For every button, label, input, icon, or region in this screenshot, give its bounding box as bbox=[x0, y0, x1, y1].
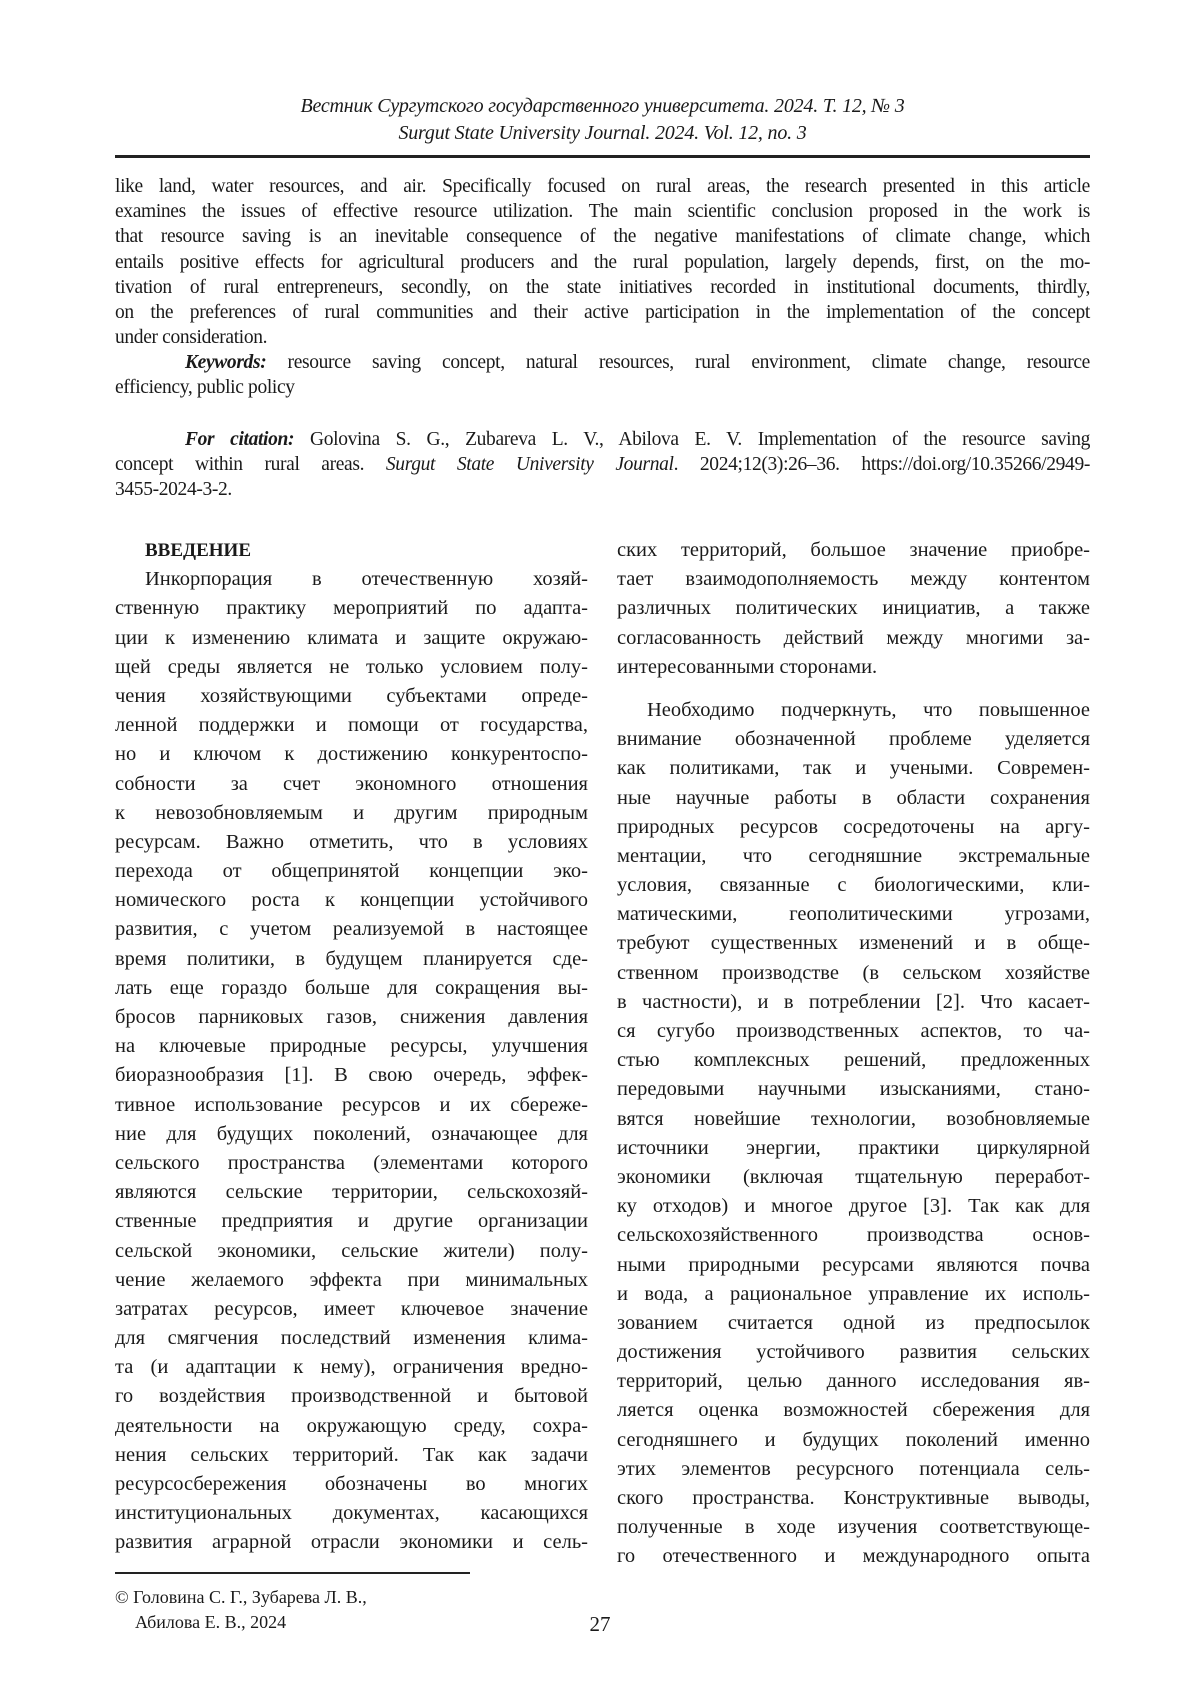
citation bbox=[115, 427, 1090, 503]
paragraph-line: зованием считается одной из предпосылок bbox=[617, 1309, 1090, 1338]
footnote-rule bbox=[115, 1572, 470, 1574]
paragraph-line: биоразнообразия [1]. В свою очередь, эффек- bbox=[115, 1061, 588, 1090]
paragraph-line: собности за счет экономного отношения bbox=[115, 770, 588, 799]
paragraph-line: и вода, а рациональное управление их исполь- bbox=[617, 1280, 1090, 1309]
paragraph-line: бросов парниковых газов, снижения давления bbox=[115, 1003, 588, 1032]
paragraph-line: как политиками, так и учеными. Современ- bbox=[617, 754, 1090, 783]
keywords bbox=[115, 350, 1090, 400]
keywords-text-cont: efficiency, public policy bbox=[115, 375, 1090, 400]
journal-header-ru: Вестник Сургутского государственного университета. 2024. Т. 12, № 3 bbox=[115, 95, 1090, 118]
paragraph-line: го воздействия производственной и бытовой bbox=[115, 1382, 588, 1411]
abstract-line: examines the issues of effective resource utilization. The main scientific conclusion proposed in the work is bbox=[115, 199, 1090, 224]
paragraph-line: ляется оценка возможностей сбережения для bbox=[617, 1396, 1090, 1425]
paragraph-line: требуют существенных изменений и в обще- bbox=[617, 929, 1090, 958]
paragraph-line: тает взаимодополняемость между контентом bbox=[617, 565, 1090, 594]
citation-text: Golovina S. G., Zubareva L. V., Abilova E. V. Implementation of the resource saving bbox=[294, 429, 1090, 450]
paragraph-line: институциональных документах, касающихся bbox=[115, 1499, 588, 1528]
right-column bbox=[617, 536, 1090, 1572]
paragraph-line: в частности), и в потреблении [2]. Что касает- bbox=[617, 988, 1090, 1017]
paragraph-line: интересованными сторонами. bbox=[617, 653, 1090, 682]
paragraph-line: ресурсосбережения обозначены во многих bbox=[115, 1470, 588, 1499]
left-column bbox=[115, 536, 588, 1558]
paragraph-line: ственные предприятия и другие организации bbox=[115, 1207, 588, 1236]
abstract-line: tivation of rural entrepreneurs, secondly, on the state initiatives recorded in institutional documents, thirdly, bbox=[115, 275, 1090, 300]
paragraph-line: вятся новейшие технологии, возобновляемые bbox=[617, 1105, 1090, 1134]
paragraph-line: достижения устойчивого развития сельских bbox=[617, 1338, 1090, 1367]
paragraph-line: та (и адаптации к нему), ограничения вредно- bbox=[115, 1353, 588, 1382]
paragraph-line: ских территорий, большое значение приобре- bbox=[617, 536, 1090, 565]
paragraph-line: но и ключом к достижению конкурентоспо- bbox=[115, 740, 588, 769]
paragraph-line: перехода от общепринятой концепции эко- bbox=[115, 857, 588, 886]
paragraph-line: ные научные работы в области сохранения bbox=[617, 784, 1090, 813]
footnote-line: Абилова Е. В., 2024 bbox=[115, 1610, 367, 1635]
page-number: 27 bbox=[0, 1612, 1200, 1637]
keywords-text: resource saving concept, natural resources, rural environment, climate change, resource bbox=[266, 352, 1090, 373]
paragraph-line: деятельности на окружающую среду, сохра- bbox=[115, 1412, 588, 1441]
paragraph-line: время политики, в будущем планируется сде- bbox=[115, 945, 588, 974]
paragraph-line: чения хозяйствующими субъектами опреде- bbox=[115, 682, 588, 711]
paragraph-line: территорий, целью данного исследования яв- bbox=[617, 1367, 1090, 1396]
paragraph-line: сельской экономики, сельские жители) полу- bbox=[115, 1237, 588, 1266]
footnote-line: © Головина С. Г., Зубарева Л. В., bbox=[115, 1585, 367, 1610]
abstract-line: on the preferences of rural communities and their active participation in the implementation of the concept bbox=[115, 300, 1090, 325]
paragraph-line: развития аграрной отрасли экономики и сель- bbox=[115, 1528, 588, 1557]
paragraph-line: ние для будущих поколений, означающее для bbox=[115, 1120, 588, 1149]
paragraph-line: ственную практику мероприятий по адапта- bbox=[115, 594, 588, 623]
paragraph-line: к невозобновляемым и другим природным bbox=[115, 799, 588, 828]
journal-header-en: Surgut State University Journal. 2024. Vol. 12, no. 3 bbox=[115, 122, 1090, 145]
abstract-line: like land, water resources, and air. Specifically focused on rural areas, the research presented in this article bbox=[115, 174, 1090, 199]
paragraph-line: затратах ресурсов, имеет ключевое значение bbox=[115, 1295, 588, 1324]
paragraph-line: сельского пространства (элементами которого bbox=[115, 1149, 588, 1178]
paragraph-line: условия, связанные с биологическими, кли- bbox=[617, 871, 1090, 900]
paragraph-line: на ключевые природные ресурсы, улучшения bbox=[115, 1032, 588, 1061]
paragraph-line: источники энергии, практики циркулярной bbox=[617, 1134, 1090, 1163]
paragraph-line: развития, с учетом реализуемой в настоящее bbox=[115, 915, 588, 944]
paragraph-line: нения сельских территорий. Так как задачи bbox=[115, 1441, 588, 1470]
paragraph-line: экономики (включая тщательную переработ- bbox=[617, 1163, 1090, 1192]
paragraph-line: тивное использование ресурсов и их сбереже- bbox=[115, 1091, 588, 1120]
paragraph-line: различных политических инициатив, а также bbox=[617, 594, 1090, 623]
keywords-label: Keywords: bbox=[185, 352, 266, 373]
citation-doi[interactable]: . 2024;12(3):26–36. https://doi.org/10.35266/2949- bbox=[674, 454, 1090, 475]
paragraph-gap bbox=[617, 682, 1090, 696]
paragraph-line: лать еще гораздо больше для сокращения вы- bbox=[115, 974, 588, 1003]
paragraph-line: ственном производстве (в сельском хозяйстве bbox=[617, 959, 1090, 988]
abstract-line: entails positive effects for agricultural producers and the rural population, largely depends, first, on the mo- bbox=[115, 250, 1090, 275]
header-rule bbox=[115, 155, 1090, 158]
paragraph-line: Инкорпорация в отечественную хозяй- bbox=[115, 565, 588, 594]
paragraph-line: ся сугубо производственных аспектов, то ча- bbox=[617, 1017, 1090, 1046]
citation-text-cont: concept within rural areas. bbox=[115, 454, 386, 475]
paragraph-line: Необходимо подчеркнуть, что повышенное bbox=[617, 696, 1090, 725]
citation-label: For citation: bbox=[185, 429, 294, 450]
section-heading: ВВЕДЕНИЕ bbox=[115, 536, 588, 565]
paragraph-line: ку отходов) и многое другое [3]. Так как для bbox=[617, 1192, 1090, 1221]
paragraph-line: ными природными ресурсами являются почва bbox=[617, 1251, 1090, 1280]
paragraph-line: го отечественного и международного опыта bbox=[617, 1542, 1090, 1571]
paragraph-line: щей среды является не только условием полу- bbox=[115, 653, 588, 682]
paragraph-line: ского пространства. Конструктивные выводы, bbox=[617, 1484, 1090, 1513]
paragraph-line: стью комплексных решений, предложенных bbox=[617, 1046, 1090, 1075]
paragraph-line: чение желаемого эффекта при минимальных bbox=[115, 1266, 588, 1295]
paragraph-line: природных ресурсов сосредоточены на аргу- bbox=[617, 813, 1090, 842]
paragraph-line: номического роста к концепции устойчивого bbox=[115, 886, 588, 915]
paragraph-line: ментации, что сегодняшние экстремальные bbox=[617, 842, 1090, 871]
citation-doi-cont[interactable]: 3455-2024-3-2. bbox=[115, 477, 1090, 502]
paragraph-line: полученные в ходе изучения соответствующе- bbox=[617, 1513, 1090, 1542]
abstract-line: under consideration. bbox=[115, 325, 1090, 350]
paragraph-line: сегодняшнего и будущих поколений именно bbox=[617, 1426, 1090, 1455]
paragraph-line: являются сельские территории, сельскохозяй- bbox=[115, 1178, 588, 1207]
paragraph-line: сельскохозяйственного производства основ- bbox=[617, 1221, 1090, 1250]
paragraph-line: для смягчения последствий изменения клима- bbox=[115, 1324, 588, 1353]
paragraph-line: матическими, геополитическими угрозами, bbox=[617, 900, 1090, 929]
paragraph-line: внимание обозначенной проблеме уделяется bbox=[617, 725, 1090, 754]
paragraph-line: согласованность действий между многими за- bbox=[617, 624, 1090, 653]
paragraph-line: ции к изменению климата и защите окружаю- bbox=[115, 624, 588, 653]
paragraph-line: этих элементов ресурсного потенциала сель- bbox=[617, 1455, 1090, 1484]
paragraph-line: ресурсам. Важно отметить, что в условиях bbox=[115, 828, 588, 857]
citation-journal: Surgut State University Journal bbox=[386, 454, 674, 475]
abstract-line: that resource saving is an inevitable consequence of the negative manifestations of climate change, which bbox=[115, 224, 1090, 249]
paragraph-line: передовыми научными изысканиями, стано- bbox=[617, 1075, 1090, 1104]
abstract bbox=[115, 174, 1090, 350]
paragraph-line: ленной поддержки и помощи от государства, bbox=[115, 711, 588, 740]
